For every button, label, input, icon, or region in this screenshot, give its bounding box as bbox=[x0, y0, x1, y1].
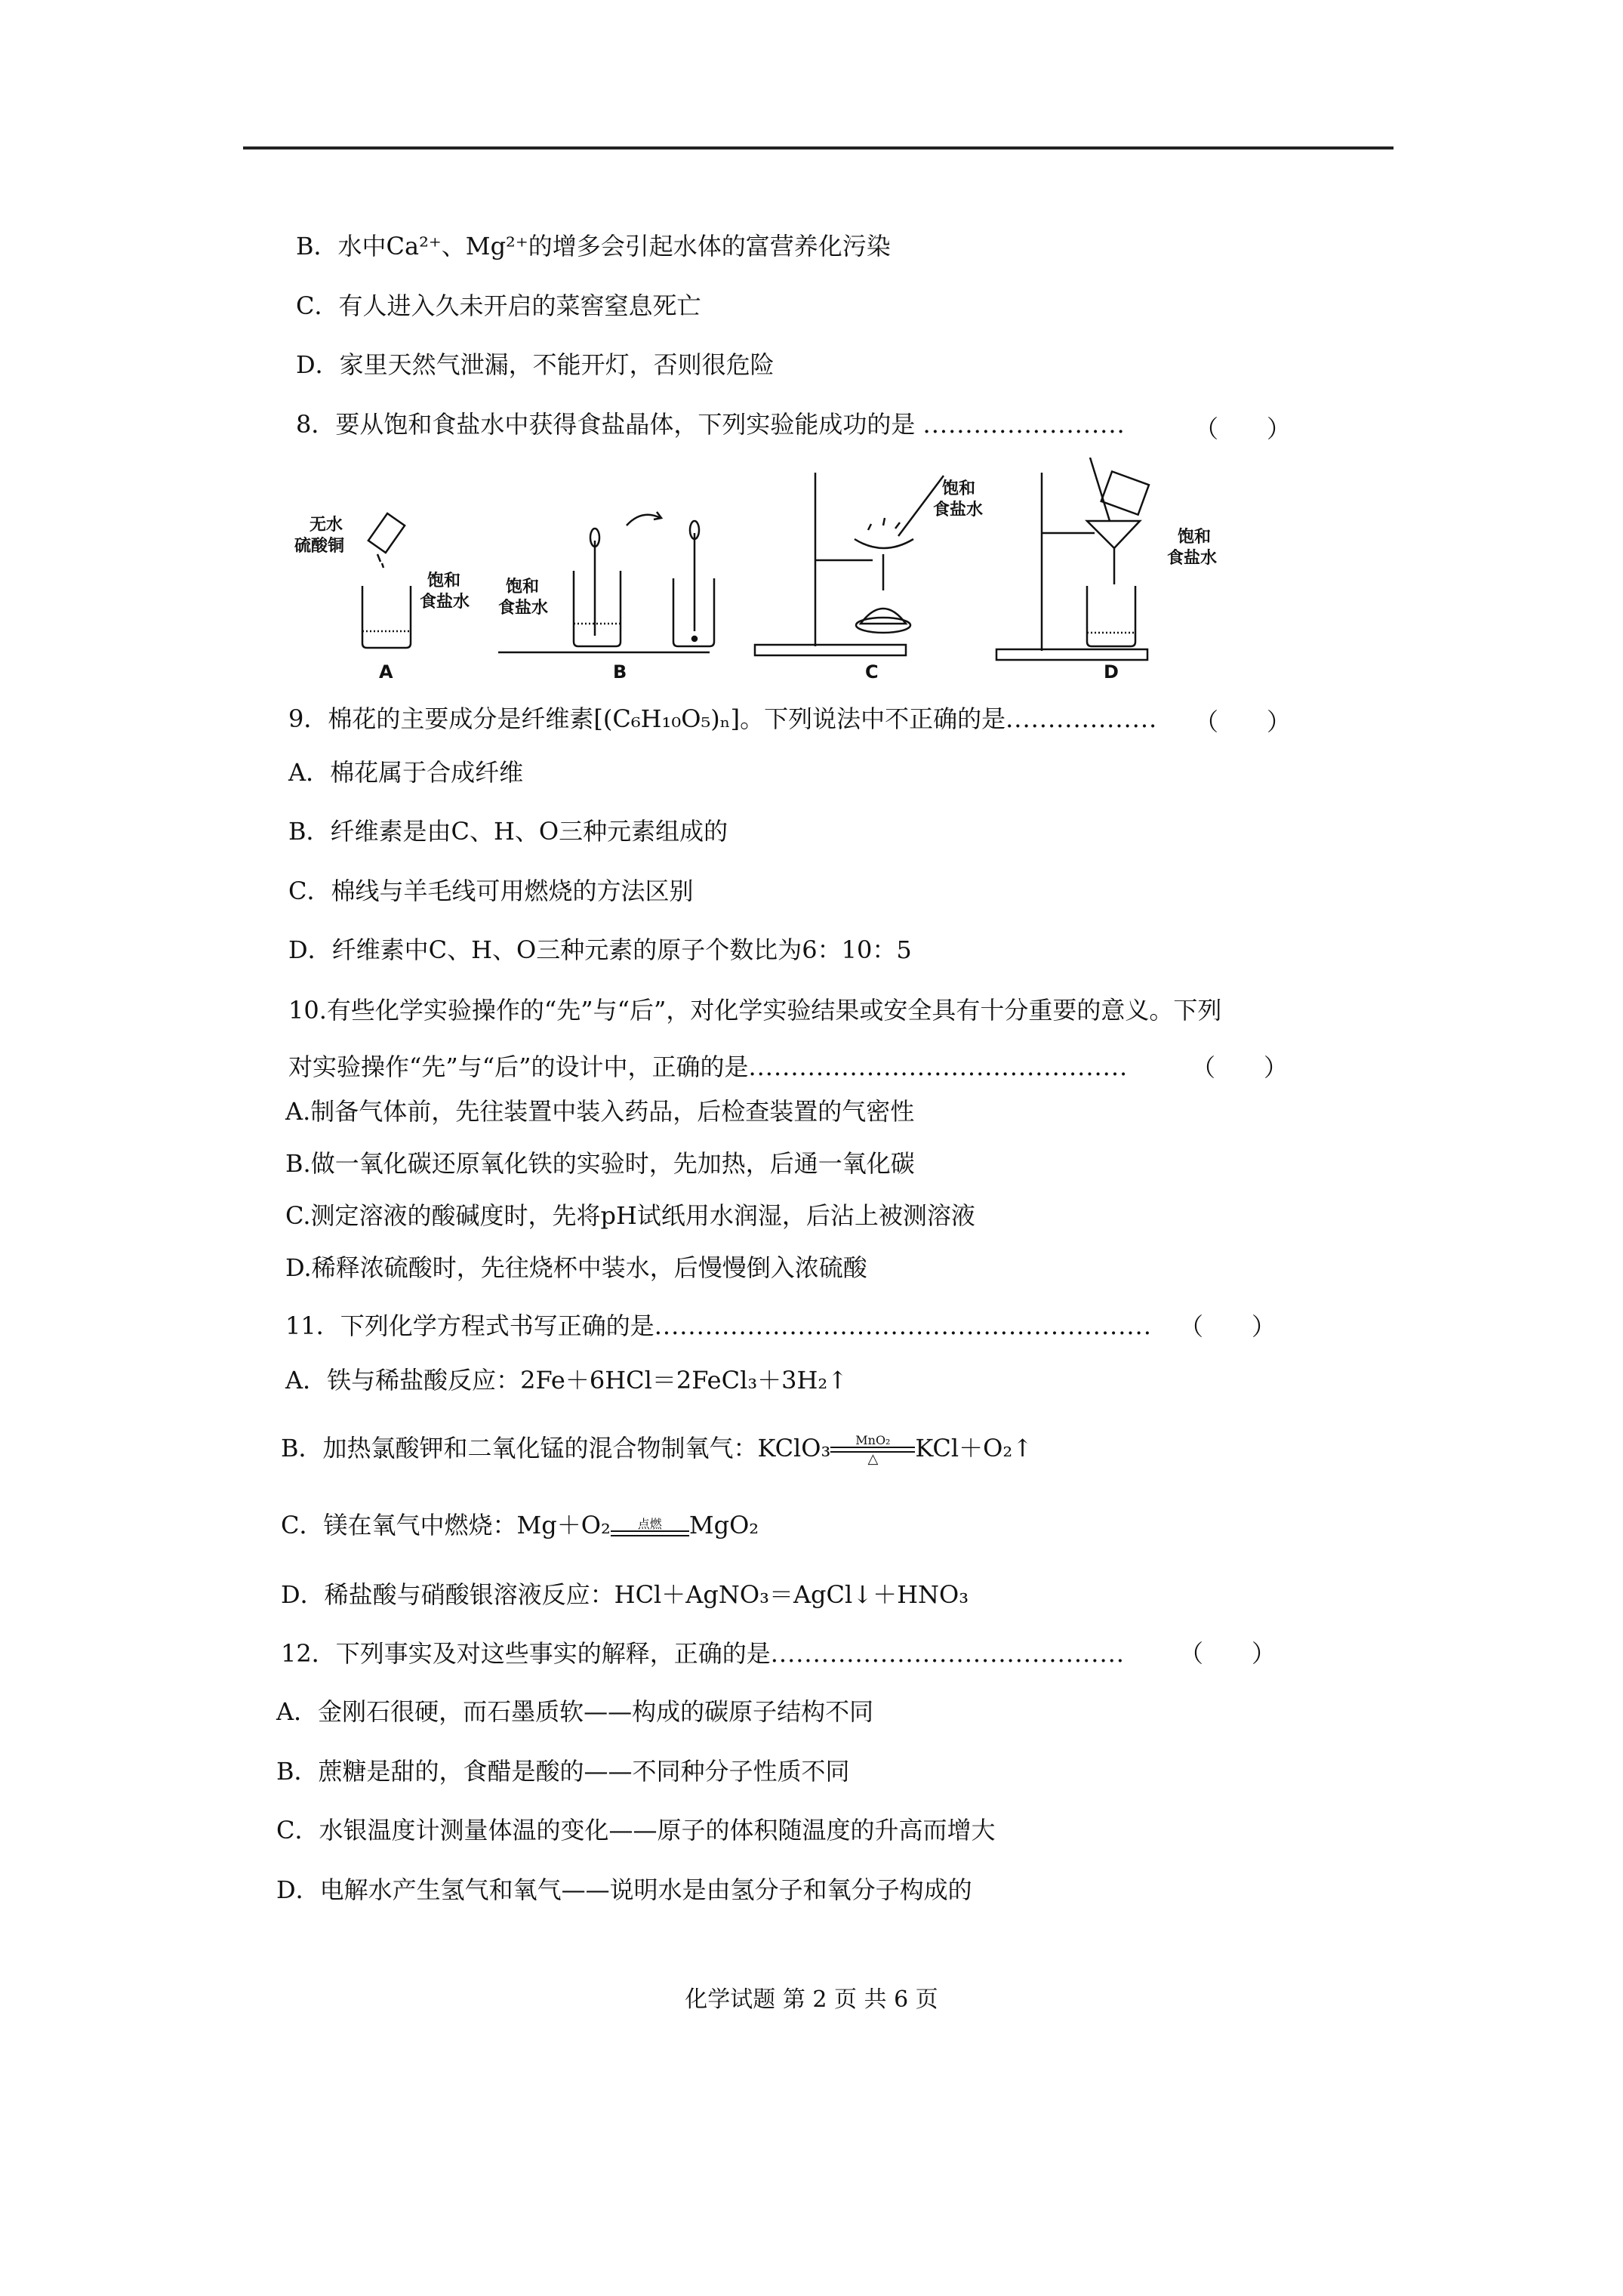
a-label-cuso4: 硫酸铜 bbox=[294, 537, 345, 556]
q9-option-c: C．棉线与羊毛线可用燃烧的方法区别 bbox=[288, 877, 694, 905]
q12-option-d: D．电解水产生氢气和氧气——说明水是由氢分子和氧分子构成的 bbox=[276, 1875, 972, 1904]
q10-option-a: A.制备气体前，先往装置中装入药品，后检查装置的气密性 bbox=[285, 1097, 915, 1126]
q11-option-a: A．铁与稀盐酸反应：2Fe＋6HCl＝2FeCl₃＋3H₂↑ bbox=[285, 1366, 848, 1395]
page-footer: 化学试题 第 2 页 共 6 页 bbox=[685, 1986, 938, 2013]
q7-option-c: C．有人进入久未开启的菜窖窒息死亡 bbox=[296, 291, 701, 320]
label-d: D bbox=[1104, 661, 1119, 683]
q9-option-a: A．棉花属于合成纤维 bbox=[288, 758, 524, 787]
q9-answer-paren: （ ） bbox=[1194, 707, 1292, 736]
q11-b-reaction-sign: MnO₂ △ bbox=[830, 1435, 915, 1466]
svg-text:饱和: 饱和 bbox=[1178, 528, 1212, 547]
header-rule bbox=[243, 146, 1394, 149]
q10-stem-line1: 10.有些化学实验操作的“先”与“后”，对化学实验结果或安全具有十分重要的意义。下列 bbox=[288, 996, 1222, 1025]
q11-answer-paren: （ ） bbox=[1179, 1312, 1277, 1341]
q10-option-b: B.做一氧化碳还原氧化铁的实验时，先加热，后通一氧化碳 bbox=[285, 1149, 915, 1178]
label-b: B bbox=[613, 661, 627, 683]
q12-option-a: A．金刚石很硬，而石墨质软——构成的碳原子结构不同 bbox=[276, 1697, 874, 1726]
apparatus-b bbox=[498, 512, 714, 683]
q11-option-b: B．加热氯酸钾和二氧化锰的混合物制氧气：KClO₃ MnO₂ △ KCl＋O₂↑ bbox=[281, 1432, 1033, 1467]
q8-figure bbox=[287, 458, 1291, 686]
svg-text:食盐水: 食盐水 bbox=[933, 501, 984, 519]
apparatus-c bbox=[755, 473, 983, 683]
svg-text:食盐水: 食盐水 bbox=[1167, 549, 1218, 568]
q11-option-d: D．稀盐酸与硝酸银溶液反应：HCl＋AgNO₃＝AgCl↓＋HNO₃ bbox=[281, 1580, 969, 1609]
q11-option-c: C．镁在氧气中燃烧：Mg＋O₂ 点燃 MgO₂ bbox=[281, 1511, 759, 1539]
q10-stem-line2: 对实验操作“先”与“后”的设计中，正确的是............................................. bbox=[288, 1052, 1129, 1081]
svg-text:饱和: 饱和 bbox=[427, 572, 461, 590]
label-a: A bbox=[379, 661, 393, 683]
q10-option-d: D.稀释浓硫酸时，先往烧杯中装水，后慢慢倒入浓硫酸 bbox=[285, 1253, 867, 1282]
q8-stem: 8．要从饱和食盐水中获得食盐晶体，下列实验能成功的是 ........................ bbox=[296, 410, 1126, 439]
q7-option-b: B．水中Ca²⁺、Mg²⁺的增多会引起水体的富营养化污染 bbox=[296, 232, 891, 260]
svg-text:食盐水: 食盐水 bbox=[420, 593, 470, 612]
a-label-anhydrous: 无水 bbox=[310, 516, 343, 535]
label-c: C bbox=[865, 661, 879, 683]
apparatus-d bbox=[996, 458, 1217, 683]
q11-c-reaction-sign: 点燃 bbox=[611, 1518, 689, 1536]
svg-text:饱和: 饱和 bbox=[942, 479, 976, 498]
q8-answer-paren: （ ） bbox=[1194, 415, 1292, 443]
q10-answer-paren: （ ） bbox=[1191, 1053, 1289, 1082]
q11-stem: 11．下列化学方程式书写正确的是........................................................... bbox=[285, 1311, 1152, 1340]
apparatus-a bbox=[294, 513, 470, 683]
svg-text:食盐水: 食盐水 bbox=[498, 599, 549, 618]
q12-option-c: C．水银温度计测量体温的变化——原子的体积随温度的升高而增大 bbox=[276, 1816, 996, 1845]
svg-text:饱和: 饱和 bbox=[506, 578, 540, 596]
q9-stem: 9．棉花的主要成分是纤维素[(C₆H₁₀O₅)ₙ]。下列说法中不正确的是.................. bbox=[288, 704, 1158, 733]
q12-stem: 12．下列事实及对这些事实的解释，正确的是.......................................... bbox=[281, 1639, 1125, 1668]
q10-option-c: C.测定溶液的酸碱度时，先将pH试纸用水润湿，后沾上被测溶液 bbox=[285, 1201, 975, 1230]
q9-option-b: B．纤维素是由C、H、O三种元素组成的 bbox=[288, 817, 728, 846]
q12-option-b: B．蔗糖是甜的，食醋是酸的——不同种分子性质不同 bbox=[276, 1757, 850, 1786]
q12-answer-paren: （ ） bbox=[1179, 1639, 1277, 1668]
q7-option-d: D．家里天然气泄漏，不能开灯，否则很危险 bbox=[296, 350, 775, 379]
q9-option-d: D．纤维素中C、H、O三种元素的原子个数比为6：10：5 bbox=[288, 935, 912, 964]
